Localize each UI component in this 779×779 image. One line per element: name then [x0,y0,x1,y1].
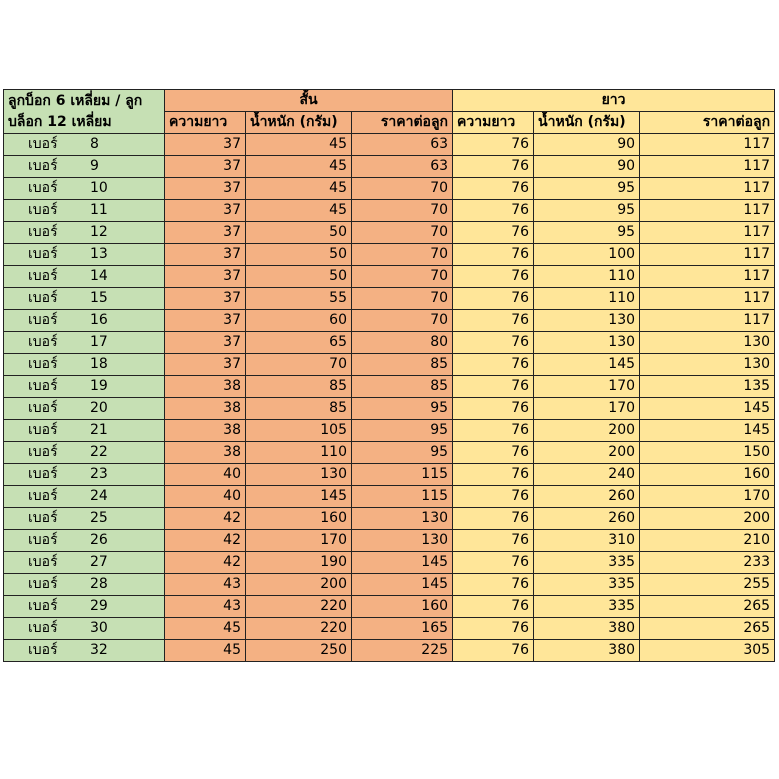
short-length-cell: 37 [165,156,246,178]
short-weight-cell: 105 [246,420,352,442]
size-prefix: เบอร์ [28,356,58,372]
size-prefix: เบอร์ [28,510,58,526]
long-price-cell: 117 [640,266,775,288]
long-length-cell: 76 [453,574,534,596]
long-weight-cell: 260 [534,486,640,508]
long-price-cell: 305 [640,640,775,662]
long-price-cell: 130 [640,354,775,376]
size-number: 30 [90,620,108,636]
size-cell [4,156,165,178]
size-number: 10 [90,180,108,196]
long-weight-cell: 335 [534,596,640,618]
long-length-cell: 76 [453,618,534,640]
size-prefix: เบอร์ [28,488,58,504]
table-row [4,442,775,464]
table-row [4,508,775,530]
size-cell [4,596,165,618]
short-price-cell: 63 [352,134,453,156]
size-number: 28 [90,576,108,592]
size-cell [4,508,165,530]
short-length-cell: 38 [165,442,246,464]
size-prefix: เบอร์ [28,532,58,548]
short-length-cell: 43 [165,574,246,596]
short-price-header: ราคาต่อลูก [352,112,453,134]
size-prefix: เบอร์ [28,312,58,328]
long-weight-cell: 260 [534,508,640,530]
size-cell [4,420,165,442]
size-cell [4,266,165,288]
short-price-cell: 130 [352,508,453,530]
table-row [4,640,775,662]
size-cell [4,398,165,420]
long-length-cell: 76 [453,552,534,574]
long-weight-cell: 170 [534,398,640,420]
short-weight-cell: 45 [246,134,352,156]
size-number: 19 [90,378,108,394]
short-price-cell: 70 [352,178,453,200]
short-length-header: ความยาว [165,112,246,134]
size-prefix: เบอร์ [28,554,58,570]
short-weight-cell: 220 [246,596,352,618]
long-price-cell: 117 [640,244,775,266]
size-number: 23 [90,466,108,482]
size-number: 22 [90,444,108,460]
short-price-cell: 85 [352,376,453,398]
short-weight-cell: 190 [246,552,352,574]
short-weight-cell: 70 [246,354,352,376]
long-weight-cell: 95 [534,222,640,244]
short-weight-cell: 110 [246,442,352,464]
size-cell [4,178,165,200]
short-weight-cell: 85 [246,398,352,420]
long-length-cell: 76 [453,376,534,398]
table-row [4,618,775,640]
long-price-cell: 160 [640,464,775,486]
table-row [4,486,775,508]
long-weight-cell: 95 [534,200,640,222]
size-cell [4,376,165,398]
long-weight-cell: 380 [534,640,640,662]
long-length-cell: 76 [453,442,534,464]
long-length-cell: 76 [453,640,534,662]
short-price-cell: 130 [352,530,453,552]
short-price-cell: 95 [352,398,453,420]
size-prefix: เบอร์ [28,576,58,592]
size-prefix: เบอร์ [28,466,58,482]
price-table [3,89,775,662]
long-weight-cell: 100 [534,244,640,266]
size-prefix: เบอร์ [28,598,58,614]
long-weight-cell: 130 [534,310,640,332]
short-weight-cell: 160 [246,508,352,530]
long-price-cell: 265 [640,596,775,618]
short-weight-cell: 45 [246,156,352,178]
size-cell [4,464,165,486]
size-number: 32 [90,642,108,658]
long-length-cell: 76 [453,310,534,332]
short-price-cell: 115 [352,486,453,508]
short-weight-cell: 45 [246,178,352,200]
short-weight-cell: 55 [246,288,352,310]
long-weight-cell: 145 [534,354,640,376]
size-cell [4,244,165,266]
short-length-cell: 37 [165,332,246,354]
short-length-cell: 37 [165,266,246,288]
long-price-cell: 265 [640,618,775,640]
long-price-cell: 117 [640,156,775,178]
table-row [4,244,775,266]
size-cell [4,530,165,552]
table-row [4,134,775,156]
long-length-cell: 76 [453,156,534,178]
size-cell [4,310,165,332]
short-weight-cell: 50 [246,244,352,266]
short-weight-cell: 50 [246,222,352,244]
long-length-cell: 76 [453,596,534,618]
size-number: 20 [90,400,108,416]
short-length-cell: 37 [165,200,246,222]
table-row [4,156,775,178]
long-length-cell: 76 [453,508,534,530]
size-prefix: เบอร์ [28,136,58,152]
table-row [4,574,775,596]
long-weight-cell: 200 [534,442,640,464]
long-price-cell: 117 [640,288,775,310]
short-weight-cell: 200 [246,574,352,596]
short-price-cell: 115 [352,464,453,486]
long-length-cell: 76 [453,288,534,310]
short-price-cell: 70 [352,244,453,266]
long-length-cell: 76 [453,200,534,222]
short-price-cell: 95 [352,442,453,464]
size-number: 16 [90,312,108,328]
long-weight-cell: 95 [534,178,640,200]
short-length-cell: 43 [165,596,246,618]
table-row [4,530,775,552]
long-length-cell: 76 [453,530,534,552]
long-price-cell: 117 [640,222,775,244]
long-price-cell: 255 [640,574,775,596]
size-cell [4,574,165,596]
long-weight-cell: 90 [534,134,640,156]
short-weight-cell: 220 [246,618,352,640]
table-row [4,288,775,310]
size-cell [4,618,165,640]
table-row [4,420,775,442]
table-row [4,222,775,244]
short-weight-cell: 65 [246,332,352,354]
short-length-cell: 37 [165,222,246,244]
size-number: 25 [90,510,108,526]
long-price-cell: 117 [640,200,775,222]
long-weight-cell: 110 [534,288,640,310]
size-cell [4,640,165,662]
short-weight-cell: 250 [246,640,352,662]
short-weight-cell: 145 [246,486,352,508]
short-price-cell: 70 [352,288,453,310]
long-length-cell: 76 [453,222,534,244]
long-length-cell: 76 [453,244,534,266]
long-price-cell: 117 [640,310,775,332]
size-number: 26 [90,532,108,548]
size-number: 14 [90,268,108,284]
short-price-cell: 85 [352,354,453,376]
table-body [4,134,775,662]
long-price-cell: 117 [640,134,775,156]
short-price-cell: 160 [352,596,453,618]
size-prefix: เบอร์ [28,334,58,350]
short-length-cell: 37 [165,354,246,376]
long-weight-cell: 170 [534,376,640,398]
long-price-cell: 117 [640,178,775,200]
table-row [4,310,775,332]
long-weight-header: น้ำหนัก (กรัม) [534,112,640,134]
size-number: 27 [90,554,108,570]
size-cell [4,200,165,222]
size-number: 8 [90,136,99,152]
table-row [4,200,775,222]
table-row [4,332,775,354]
size-number: 24 [90,488,108,504]
table-row [4,266,775,288]
short-length-cell: 40 [165,486,246,508]
size-cell [4,442,165,464]
long-length-cell: 76 [453,464,534,486]
short-price-cell: 145 [352,552,453,574]
short-weight-cell: 170 [246,530,352,552]
short-weight-cell: 50 [246,266,352,288]
size-number: 21 [90,422,108,438]
short-length-cell: 37 [165,288,246,310]
short-weight-cell: 45 [246,200,352,222]
table-row [4,178,775,200]
short-price-cell: 225 [352,640,453,662]
long-weight-cell: 130 [534,332,640,354]
table-row [4,398,775,420]
size-prefix: เบอร์ [28,422,58,438]
long-weight-cell: 90 [534,156,640,178]
socket-type-header: ลูกบ็อก 6 เหลี่ยม / ลูกบล็อก 12 เหลี่ยม [4,90,165,134]
short-length-cell: 38 [165,376,246,398]
size-cell [4,288,165,310]
short-price-cell: 63 [352,156,453,178]
short-group-header: สั้น [165,90,453,112]
size-number: 17 [90,334,108,350]
size-number: 13 [90,246,108,262]
long-price-cell: 210 [640,530,775,552]
size-prefix: เบอร์ [28,224,58,240]
long-group-header: ยาว [453,90,775,112]
size-number: 9 [90,158,99,174]
short-price-cell: 165 [352,618,453,640]
long-price-cell: 145 [640,420,775,442]
size-cell [4,552,165,574]
long-weight-cell: 240 [534,464,640,486]
short-weight-cell: 85 [246,376,352,398]
long-weight-cell: 335 [534,574,640,596]
long-length-cell: 76 [453,486,534,508]
table-row [4,376,775,398]
size-prefix: เบอร์ [28,158,58,174]
table-row [4,354,775,376]
short-price-cell: 70 [352,266,453,288]
size-prefix: เบอร์ [28,378,58,394]
size-number: 11 [90,202,108,218]
long-length-cell: 76 [453,332,534,354]
short-length-cell: 42 [165,530,246,552]
short-weight-cell: 130 [246,464,352,486]
long-length-cell: 76 [453,420,534,442]
size-number: 29 [90,598,108,614]
long-length-cell: 76 [453,398,534,420]
short-price-cell: 70 [352,310,453,332]
table-row [4,464,775,486]
table-row [4,596,775,618]
short-price-cell: 70 [352,222,453,244]
short-length-cell: 37 [165,178,246,200]
short-length-cell: 37 [165,134,246,156]
long-price-cell: 145 [640,398,775,420]
size-number: 12 [90,224,108,240]
size-number: 18 [90,356,108,372]
size-prefix: เบอร์ [28,620,58,636]
long-price-cell: 233 [640,552,775,574]
short-length-cell: 45 [165,640,246,662]
size-cell [4,486,165,508]
size-cell [4,134,165,156]
short-weight-cell: 60 [246,310,352,332]
long-price-cell: 135 [640,376,775,398]
long-weight-cell: 380 [534,618,640,640]
long-price-header: ราคาต่อลูก [640,112,775,134]
short-length-cell: 37 [165,244,246,266]
short-length-cell: 38 [165,398,246,420]
size-prefix: เบอร์ [28,444,58,460]
size-prefix: เบอร์ [28,202,58,218]
long-length-header: ความยาว [453,112,534,134]
size-prefix: เบอร์ [28,268,58,284]
short-length-cell: 38 [165,420,246,442]
size-cell [4,222,165,244]
long-weight-cell: 200 [534,420,640,442]
size-prefix: เบอร์ [28,290,58,306]
short-price-cell: 70 [352,200,453,222]
short-length-cell: 40 [165,464,246,486]
long-length-cell: 76 [453,354,534,376]
size-cell [4,354,165,376]
size-number: 15 [90,290,108,306]
long-length-cell: 76 [453,266,534,288]
size-prefix: เบอร์ [28,180,58,196]
table-row [4,552,775,574]
size-cell [4,332,165,354]
long-length-cell: 76 [453,134,534,156]
long-price-cell: 170 [640,486,775,508]
short-price-cell: 145 [352,574,453,596]
short-length-cell: 45 [165,618,246,640]
long-price-cell: 200 [640,508,775,530]
long-price-cell: 130 [640,332,775,354]
short-length-cell: 37 [165,310,246,332]
size-prefix: เบอร์ [28,642,58,658]
size-prefix: เบอร์ [28,400,58,416]
short-price-cell: 95 [352,420,453,442]
size-prefix: เบอร์ [28,246,58,262]
long-length-cell: 76 [453,178,534,200]
short-length-cell: 42 [165,508,246,530]
short-price-cell: 80 [352,332,453,354]
short-weight-header: น้ำหนัก (กรัม) [246,112,352,134]
long-weight-cell: 310 [534,530,640,552]
short-length-cell: 42 [165,552,246,574]
long-weight-cell: 335 [534,552,640,574]
long-weight-cell: 110 [534,266,640,288]
long-price-cell: 150 [640,442,775,464]
